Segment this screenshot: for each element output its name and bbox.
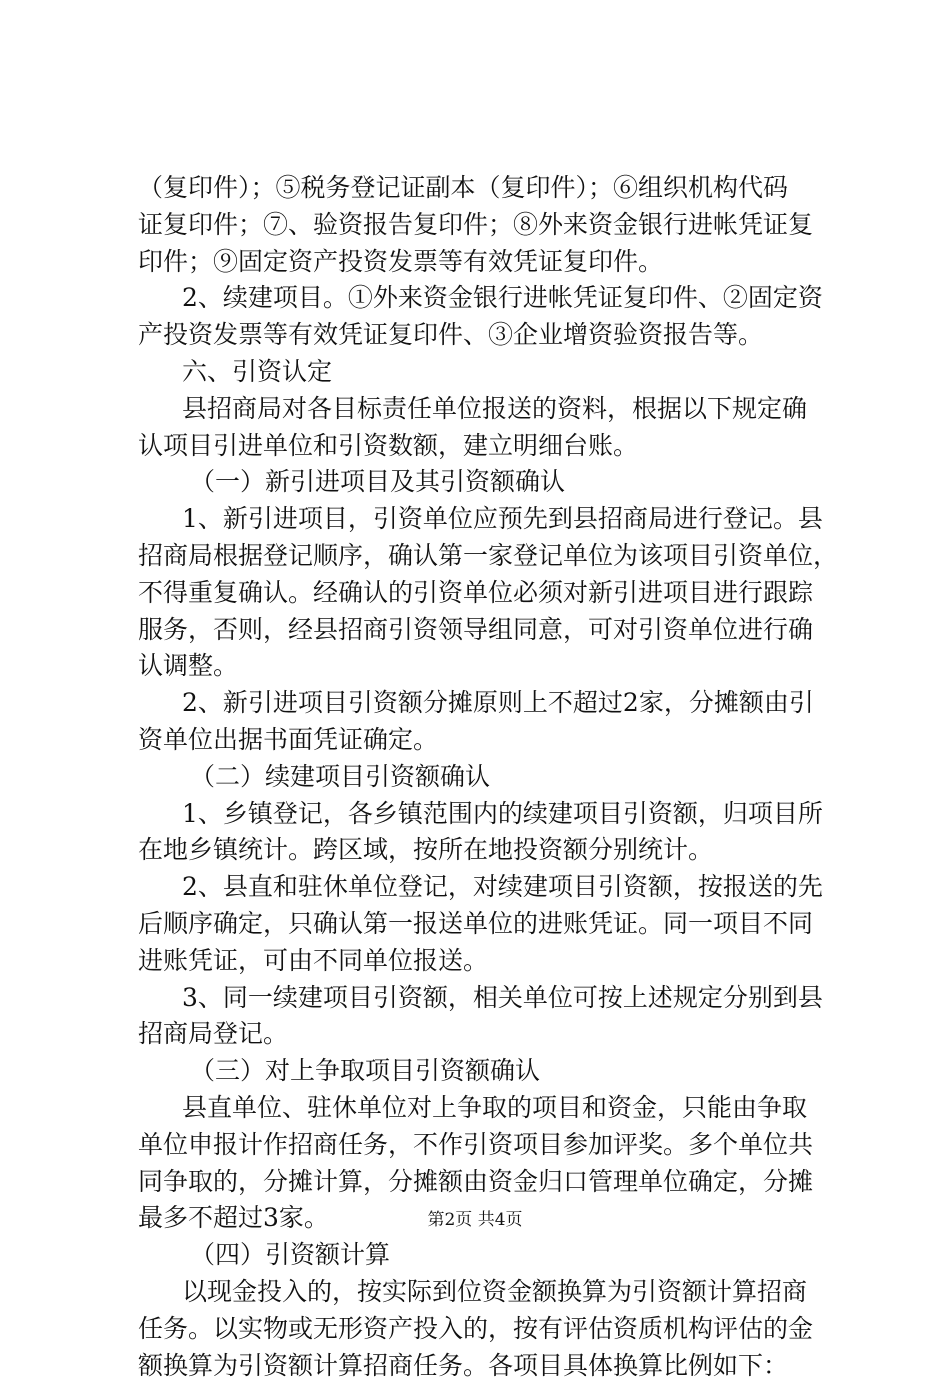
text-line: 同争取的，分摊计算，分摊额由资金归口管理单位确定，分摊 bbox=[138, 1164, 838, 1201]
paragraph-start: 以现金投入的，按实际到位资金额换算为引资额计算招商 bbox=[138, 1274, 838, 1311]
text-line: 进账凭证，可由不同单位报送。 bbox=[138, 943, 838, 980]
subsection-heading: （一）新引进项目及其引资额确认 bbox=[138, 464, 838, 501]
paragraph-start: 1、新引进项目，引资单位应预先到县招商局进行登记。县 bbox=[138, 501, 838, 538]
text-line: （复印件）；⑤税务登记证副本（复印件）；⑥组织机构代码 bbox=[138, 170, 838, 207]
text-line: 单位申报计作招商任务，不作引资项目参加评奖。多个单位共 bbox=[138, 1127, 838, 1164]
text-line: 额换算为引资额计算招商任务。各项目具体换算比例如下： bbox=[138, 1348, 838, 1384]
text-line: 不得重复确认。经确认的引资单位必须对新引进项目进行跟踪 bbox=[138, 575, 838, 612]
paragraph-start: 县招商局对各目标责任单位报送的资料，根据以下规定确 bbox=[138, 391, 838, 428]
subsection-heading: （三）对上争取项目引资额确认 bbox=[138, 1053, 838, 1090]
paragraph-start: 1、乡镇登记，各乡镇范围内的续建项目引资额，归项目所 bbox=[138, 796, 838, 833]
paragraph-start: 2、县直和驻休单位登记，对续建项目引资额，按报送的先 bbox=[138, 869, 838, 906]
text-line: 证复印件；⑦、验资报告复印件；⑧外来资金银行进帐凭证复 bbox=[138, 207, 838, 244]
page-footer bbox=[0, 1208, 950, 1232]
text-line: 招商局根据登记顺序，确认第一家登记单位为该项目引资单位， bbox=[138, 538, 838, 575]
page-number: 第2页 共4页 bbox=[427, 1210, 522, 1230]
text-line: 招商局登记。 bbox=[138, 1016, 838, 1053]
text-line: 最多不超过3家。 bbox=[138, 1200, 838, 1237]
paragraph-start: 3、同一续建项目引资额，相关单位可按上述规定分别到县 bbox=[138, 980, 838, 1017]
paragraph-start: 2、续建项目。①外来资金银行进帐凭证复印件、②固定资 bbox=[138, 280, 838, 317]
paragraph-start: 县直单位、驻休单位对上争取的项目和资金，只能由争取 bbox=[138, 1090, 838, 1127]
text-line: 任务。以实物或无形资产投入的，按有评估资质机构评估的金 bbox=[138, 1311, 838, 1348]
text-line: 产投资发票等有效凭证复印件、③企业增资验资报告等。 bbox=[138, 317, 838, 354]
section-heading: 六、引资认定 bbox=[138, 354, 838, 391]
text-line: 认调整。 bbox=[138, 648, 838, 685]
subsection-heading: （二）续建项目引资额确认 bbox=[138, 759, 838, 796]
text-line: 资单位出据书面凭证确定。 bbox=[138, 722, 838, 759]
subsection-heading: （四）引资额计算 bbox=[138, 1237, 838, 1274]
text-line: 后顺序确定，只确认第一报送单位的进账凭证。同一项目不同 bbox=[138, 906, 838, 943]
text-line: 认项目引进单位和引资数额，建立明细台账。 bbox=[138, 428, 838, 465]
text-line: 在地乡镇统计。跨区域，按所在地投资额分别统计。 bbox=[138, 832, 838, 869]
text-line: 服务，否则，经县招商引资领导组同意，可对引资单位进行确 bbox=[138, 612, 838, 649]
text-line: 印件；⑨固定资产投资发票等有效凭证复印件。 bbox=[138, 244, 838, 281]
document-body bbox=[138, 170, 838, 1384]
paragraph-start: 2、新引进项目引资额分摊原则上不超过2家，分摊额由引 bbox=[138, 685, 838, 722]
